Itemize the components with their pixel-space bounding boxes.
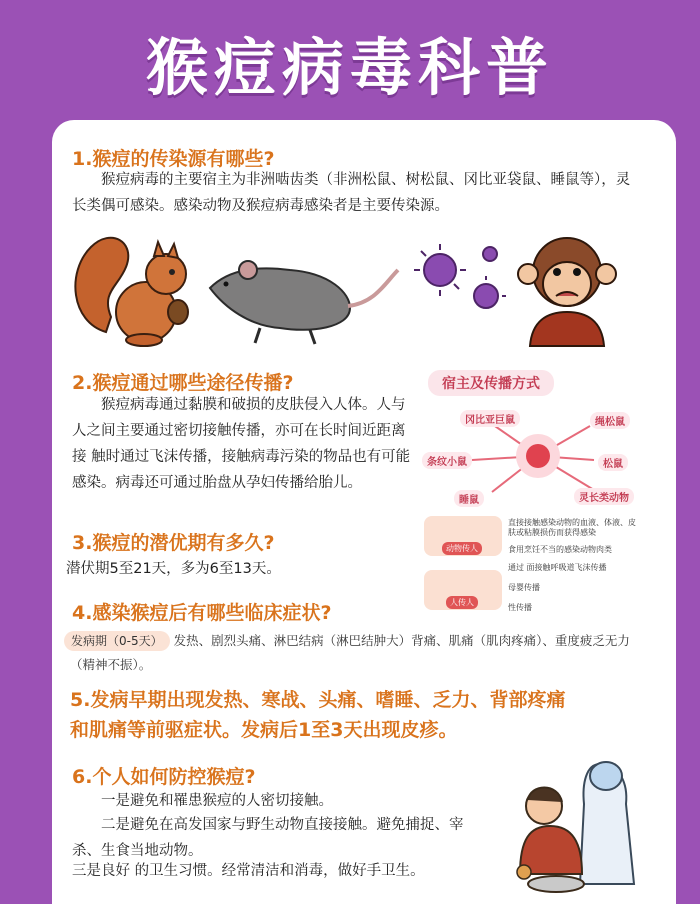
section-3-heading: 3.猴痘的潜优期有多久? [72, 532, 275, 554]
section-2-body: 猴痘病毒通过黏膜和破损的皮肤侵入人体。人与人之间主要通过密切接触传播，亦可在长时间近距离接 触时通过飞沫传播，接触病毒污染的物品也有可能感染。病毒还可通过胎盘从孕妇传播给胎儿。 [72, 397, 411, 491]
route-4: 母婴传播 [508, 583, 540, 592]
section-3-body: 潜伏期5至21天，多为6至13天。 [66, 561, 281, 577]
section-4-body [64, 629, 664, 653]
diagram-title: 宿主及传播方式 [428, 370, 554, 396]
host-transmission-diagram [418, 366, 640, 616]
rat-illustration [200, 248, 400, 348]
onset-period-tag: 发病期（0-5天） [64, 631, 170, 651]
human-to-human-tag: 人传人 [446, 596, 478, 609]
squirrel-illustration [66, 222, 206, 352]
host-label-4: 松鼠 [598, 454, 628, 471]
section-4-symptoms: 发热、剧烈头痛、淋巴结病（淋巴结肿大）背痛、肌痛（肌肉疼痛）、重度疲乏无力 [173, 633, 630, 648]
section-4-body-2: （精神不振）。 [70, 657, 152, 672]
route-5: 性传播 [508, 603, 532, 612]
animal-to-human-tag: 动物传人 [442, 542, 482, 555]
monkey-illustration [512, 226, 622, 350]
section-6-item-1: 一是避免和罹患猴痘的人密切接触。 [101, 793, 333, 809]
host-label-5: 睡鼠 [454, 490, 484, 507]
page-title: 猴痘病毒科普 [145, 31, 554, 104]
doctor-vaccination-illustration [510, 744, 646, 894]
section-2-heading: 2.猴痘通过哪些途径传播? [72, 372, 294, 394]
section-5-line-1: 5.发病早期出现发热、寒战、头痛、嗜睡、乏力、背部疼痛 [70, 689, 566, 711]
section-1-body: 猴痘病毒的主要宿主为非洲啮齿类（非洲松鼠、树松鼠、冈比亚袋鼠、睡鼠等），灵长类偶可感染。感染动物及猴痘病毒感染者是主要传染源。 [72, 172, 631, 214]
section-6-item-3: 三是良好 的卫生习惯。经常清洁和消毒，做好手卫生。 [72, 863, 425, 879]
host-label-1: 冈比亚巨鼠 [460, 410, 520, 427]
human-to-human-box [424, 570, 502, 610]
route-2: 食用烹饪不当的感染动物肉类 [508, 545, 612, 554]
section-6-heading: 6.个人如何防控猴痘? [72, 766, 256, 788]
animal-to-human-box [424, 516, 502, 556]
route-1: 直接接触感染动物的血液、体液、皮肤或粘膜损伤而获得感染 [508, 518, 636, 537]
virus-icon [412, 240, 512, 320]
section-5-line-2: 和肌痛等前驱症状。发病后1至3天出现皮疹。 [70, 719, 458, 741]
section-1-heading: 1.猴痘的传染源有哪些? [72, 148, 275, 170]
host-label-2: 绳松鼠 [590, 412, 630, 429]
route-3: 通过 面接触呼吸道飞沫传播 [508, 563, 607, 572]
section-4-heading: 4.感染猴痘后有哪些临床症状? [72, 602, 332, 624]
section-6-item-2: 二是避免在高发国家与野生动物直接接触。避免捕捉、宰杀、生食当地动物。 [72, 817, 464, 859]
host-label-3: 条纹小鼠 [422, 452, 472, 469]
host-label-6: 灵长类动物 [574, 488, 634, 505]
